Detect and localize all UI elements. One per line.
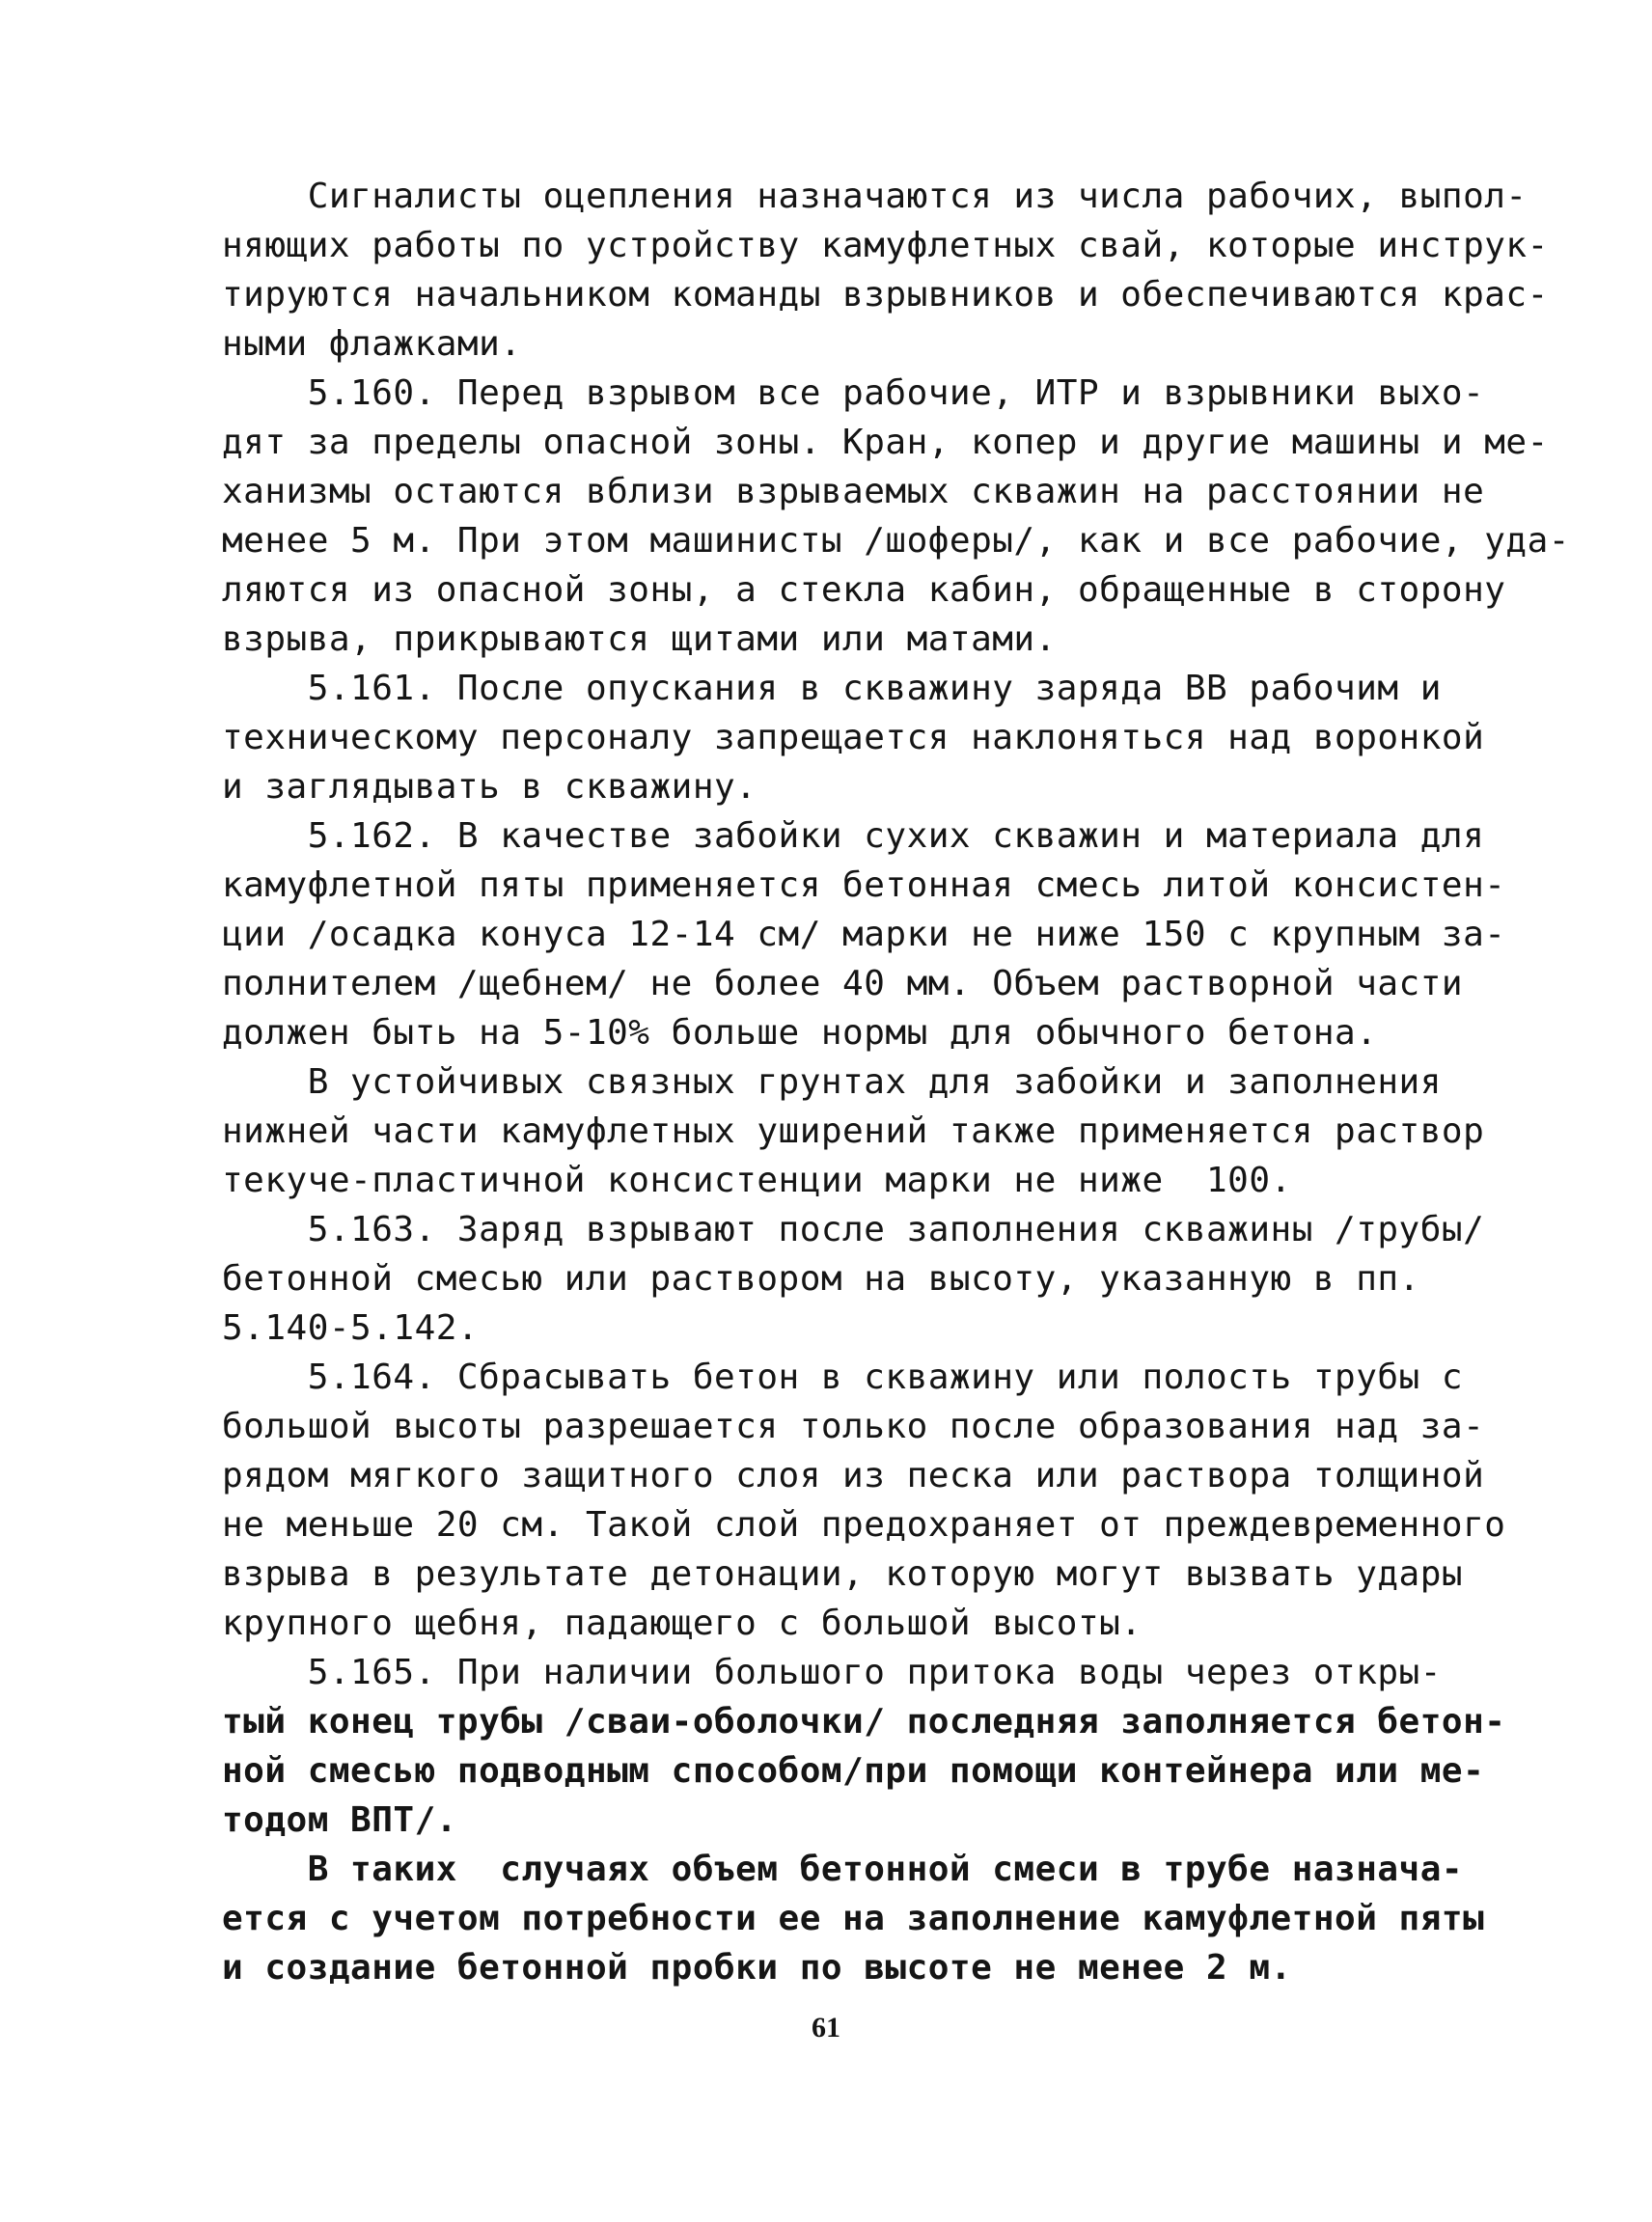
- text-line: 5.140-5.142.: [222, 1308, 480, 1348]
- text-line: 5.160. Перед взрывом все рабочие, ИТР и взрывники выхо-: [222, 373, 1485, 413]
- text-line: 5.161. После опускания в скважину заряда ВВ рабочим и: [222, 669, 1442, 708]
- text-line: ляются из опасной зоны, а стекла кабин, обращенные в сторону: [222, 570, 1506, 610]
- text-line: нижней части камуфлетных уширений также применяется раствор: [222, 1111, 1485, 1151]
- page-number: 61: [812, 2012, 840, 2044]
- text-line: ханизмы остаются вблизи взрываемых скважин на расстоянии не: [222, 472, 1485, 511]
- text-line: тируются начальником команды взрывников и обеспечиваются крас-: [222, 275, 1549, 315]
- text-line: камуфлетной пяты применяется бетонная смесь литой консистен-: [222, 865, 1506, 905]
- text-line: тый конец трубы /сваи-оболочки/ последняя заполняется бетон-: [222, 1702, 1506, 1742]
- text-line: менее 5 м. При этом машинисты /шоферы/, как и все рабочие, уда-: [222, 521, 1570, 561]
- text-line: В устойчивых связных грунтах для забойки и заполнения: [222, 1062, 1442, 1102]
- text-line: ными флажками.: [222, 324, 522, 364]
- text-line: техническому персоналу запрещается наклоняться над воронкой: [222, 718, 1485, 757]
- text-line: тодом ВПТ/.: [222, 1800, 457, 1840]
- document-body: [222, 172, 1570, 1992]
- text-line: большой высоты разрешается только после образования над за-: [222, 1407, 1485, 1446]
- text-line: и заглядывать в скважину.: [222, 767, 757, 807]
- text-line: полнителем /щебнем/ не более 40 мм. Объем растворной части: [222, 964, 1464, 1003]
- text-line: ется с учетом потребности ее на заполнение камуфлетной пяты: [222, 1899, 1485, 1938]
- text-line: рядом мягкого защитного слоя из песка или раствора толщиной: [222, 1456, 1485, 1495]
- text-line: крупного щебня, падающего с большой высоты.: [222, 1604, 1143, 1643]
- text-line: 5.162. В качестве забойки сухих скважин и материала для: [222, 816, 1485, 856]
- text-line: 5.163. Заряд взрывают после заполнения скважины /трубы/: [222, 1210, 1485, 1249]
- text-line: ной смесью подводным способом/при помощи контейнера или ме-: [222, 1751, 1485, 1791]
- text-line: должен быть на 5-10% больше нормы для обычного бетона.: [222, 1013, 1378, 1053]
- text-line: текуче-пластичной консистенции марки не ниже 100.: [222, 1161, 1292, 1200]
- text-line: ции /осадка конуса 12-14 см/ марки не ниже 150 с крупным за-: [222, 915, 1506, 954]
- text-line: 5.164. Сбрасывать бетон в скважину или полость трубы с: [222, 1358, 1464, 1397]
- text-line: В таких случаях объем бетонной смеси в трубе назнача-: [222, 1850, 1464, 1889]
- text-line: и создание бетонной пробки по высоте не менее 2 м.: [222, 1948, 1292, 1988]
- text-line: взрыва в результате детонации, которую могут вызвать удары: [222, 1554, 1464, 1594]
- text-line: взрыва, прикрываются щитами или матами.: [222, 619, 1057, 659]
- text-line: дят за пределы опасной зоны. Кран, копер и другие машины и ме-: [222, 423, 1549, 462]
- text-line: не меньше 20 см. Такой слой предохраняет от преждевременного: [222, 1505, 1506, 1545]
- text-line: 5.165. При наличии большого притока воды через откры-: [222, 1653, 1442, 1692]
- text-line: бетонной смесью или раствором на высоту, указанную в пп.: [222, 1259, 1420, 1299]
- text-line: няющих работы по устройству камуфлетных свай, которые инструк-: [222, 226, 1549, 265]
- text-line: Сигналисты оцепления назначаются из числа рабочих, выпол-: [222, 177, 1528, 216]
